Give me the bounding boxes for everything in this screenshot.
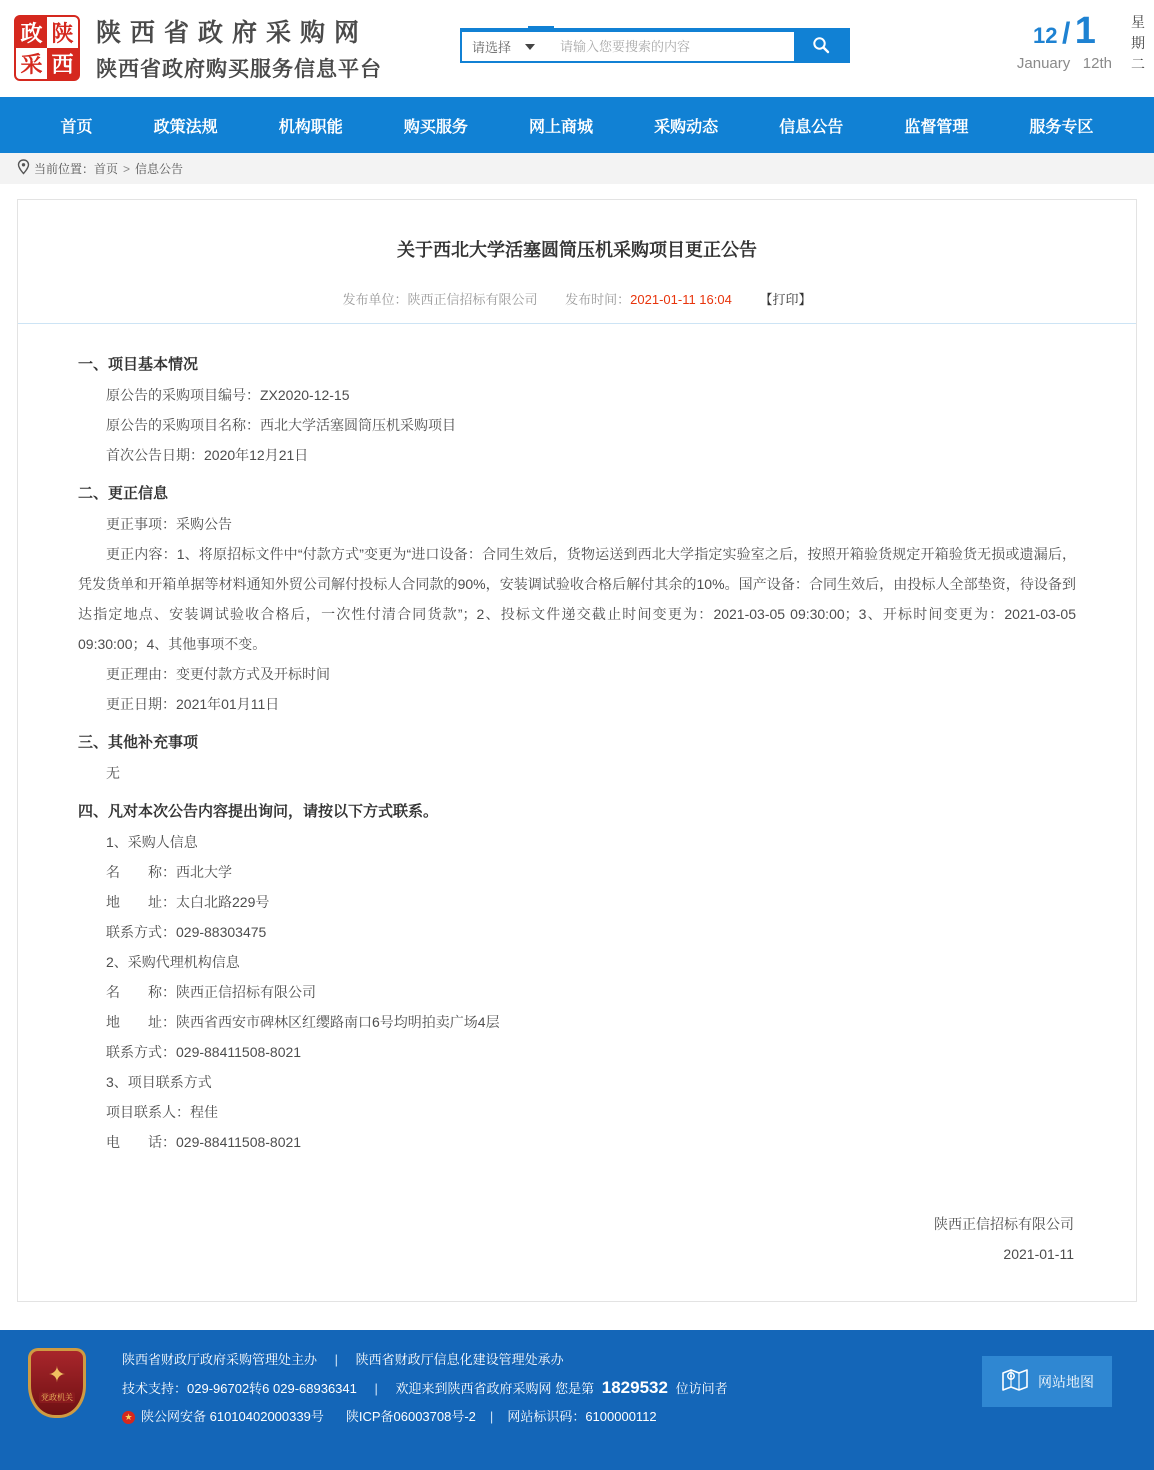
article-paragraph: 名 称：西北大学 [106,864,232,880]
article-paragraph: 原公告的采购项目名称：西北大学活塞圆筒压机采购项目 [106,417,456,433]
breadcrumb-label: 当前位置： [34,162,95,176]
signature-date: 2021-01-11 [1003,1246,1074,1262]
article-paragraph: 更正事项：采购公告 [106,516,232,532]
article-meta [18,289,1136,308]
breadcrumb-separator: > [123,161,131,176]
article-paragraph: 1、采购人信息 [106,834,198,850]
article-paragraph: 更正理由：变更付款方式及开标时间 [106,666,330,682]
map-icon [1000,1366,1038,1397]
publish-time-label: 发布时间： [565,292,631,307]
main-nav [0,97,1154,153]
article-paragraph: 地 址：太白北路229号 [106,894,270,910]
signature-company: 陕西正信招标有限公司 [934,1216,1074,1232]
nav-item-6[interactable]: 采购动态 [654,118,719,136]
breadcrumb [0,153,1154,184]
article-paragraph: 2、采购代理机构信息 [106,954,240,970]
article-paragraph: 项目联系人：程佳 [106,1104,218,1120]
page-body [0,184,1154,1302]
site-logo[interactable] [14,13,382,83]
nav-item-4[interactable]: 购买服务 [403,118,468,136]
search-input[interactable] [550,32,794,61]
date-text: January 12th [1016,55,1112,72]
publisher-label: 发布单位：陕西正信招标有限公司 [342,292,538,307]
seal-char: 西 [47,48,78,79]
article-paragraph: 更正日期：2021年01月11日 [106,696,280,712]
signature-block [18,1209,1136,1269]
article-paragraph: 联系方式：029-88411508-8021 [106,1044,302,1060]
site-header [0,0,1154,97]
search-category-label: 请选择 [472,40,512,55]
weekday-label: 星 期 二 [1131,14,1145,72]
chevron-down-icon [525,44,535,50]
article-paragraph: 电 话：029-88411508-8021 [106,1134,302,1150]
article-paragraph: 首次公告日期：2020年12月21日 [106,447,309,463]
search-area [460,0,850,63]
badge-label: 党政机关 [41,1392,73,1402]
date-widget [1017,10,1146,75]
footer-line-sponsor: 陕西省财政厅政府采购管理处主办 | 陕西省财政厅信息化建设管理处承办 [122,1352,564,1367]
public-security-emblem-icon: ★ [122,1411,135,1424]
article-paragraph: 原公告的采购项目编号：ZX2020-12-15 [106,387,350,403]
search-tab-indicator [528,26,554,31]
article-paragraph: 联系方式：029-88303475 [106,924,267,940]
search-button[interactable] [794,32,848,61]
article-paragraph: 3、项目联系方式 [106,1074,212,1090]
seal-char: 采 [20,52,43,77]
article-body [18,324,1136,1157]
section-heading: 一、项目基本情况 [78,356,199,373]
beian-psb-link[interactable]: 陕公网安备 61010402000339号 [141,1409,324,1424]
beian-icp-link[interactable]: 陕ICP备06003708号-2 [345,1409,476,1424]
sitemap-label: 网站地图 [1038,1373,1094,1390]
announcement-card [17,199,1137,1302]
location-pin-icon [18,160,34,177]
tech-support: 技术支持：029-96702转6 029-68936341 [122,1381,357,1396]
section-heading: 二、更正信息 [78,485,169,502]
article-paragraph: 地 址：陕西省西安市碑林区红缨路南口6号均明拍卖广场4层 [106,1014,500,1030]
badge-emblem: ✦ [47,1361,67,1387]
breadcrumb-current[interactable]: 信息公告 [135,162,184,176]
nav-item-1[interactable]: 首页 [60,118,93,136]
section-heading: 三、其他补充事项 [78,734,199,751]
search-category-select[interactable] [462,32,550,61]
page-title: 关于西北大学活塞圆筒压机采购项目更正公告 [397,240,757,260]
site-title: 陕西省政府采购网 [96,19,369,47]
article-paragraph: 更正内容：1、将原招标文件中“付款方式”变更为“进口设备：合同生效后，货物运送到西北大学指定实验室之后，按照开箱验货规定开箱验货无损或遗漏后，凭发货单和开箱单据等材料通知外贸公司解付投标人合同款的90%，安装调试验收合格后解付其余的10%。国产设备：合同生效后，由投标人全部垫资，待设备到达指定地点、安装调试验收合格后，一次性付清合同货款”；2、投标文件递交截止时间变更为：2021-03-05 09:30:00；3、开标时间变更为：2021-03-05 09:30:00；4、其他事项不变。 [78,546,1076,652]
date-numeric: 12 / 1 [1033,10,1096,52]
visitor-count: 1829532 [601,1378,668,1397]
nav-item-8[interactable]: 监督管理 [904,118,969,136]
breadcrumb-home-link[interactable]: 首页 [94,162,119,176]
publish-time-value: 2021-01-11 16:04 [630,292,732,307]
search-icon [812,36,830,57]
seal-char: 陕 [51,21,74,46]
nav-item-2[interactable]: 政策法规 [153,118,218,136]
footer-line-beian: ★ 陕公网安备 61010402000339号 陕ICP备06003708号-2 | 网站标识码：6100000112 [122,1403,728,1431]
site-subtitle: 陕西省政府购买服务信息平台 [96,58,382,81]
logo-seal-icon [14,15,80,81]
nav-item-9[interactable]: 服务专区 [1029,118,1094,136]
nav-item-7[interactable]: 信息公告 [779,118,844,136]
print-button[interactable]: 【打印】 [759,292,812,307]
sitemap-button[interactable] [982,1356,1112,1407]
search-top-rule [460,0,850,30]
nav-item-3[interactable]: 机构职能 [278,118,343,136]
government-badge-icon [28,1348,86,1418]
site-code: 网站标识码：6100000112 [507,1409,657,1424]
footer-line-support: 技术支持：029-96702转6 029-68936341 | 欢迎来到陕西省政府采购网 您是第 1829532 位访问者 [122,1378,728,1397]
article-paragraph: 无 [106,765,120,781]
section-heading: 四、凡对本次公告内容提出询问，请按以下方式联系。 [78,803,439,820]
seal-char: 政 [16,17,47,48]
site-footer [0,1330,1154,1470]
nav-item-5[interactable]: 网上商城 [528,118,593,136]
article-paragraph: 名 称：陕西正信招标有限公司 [106,984,316,1000]
